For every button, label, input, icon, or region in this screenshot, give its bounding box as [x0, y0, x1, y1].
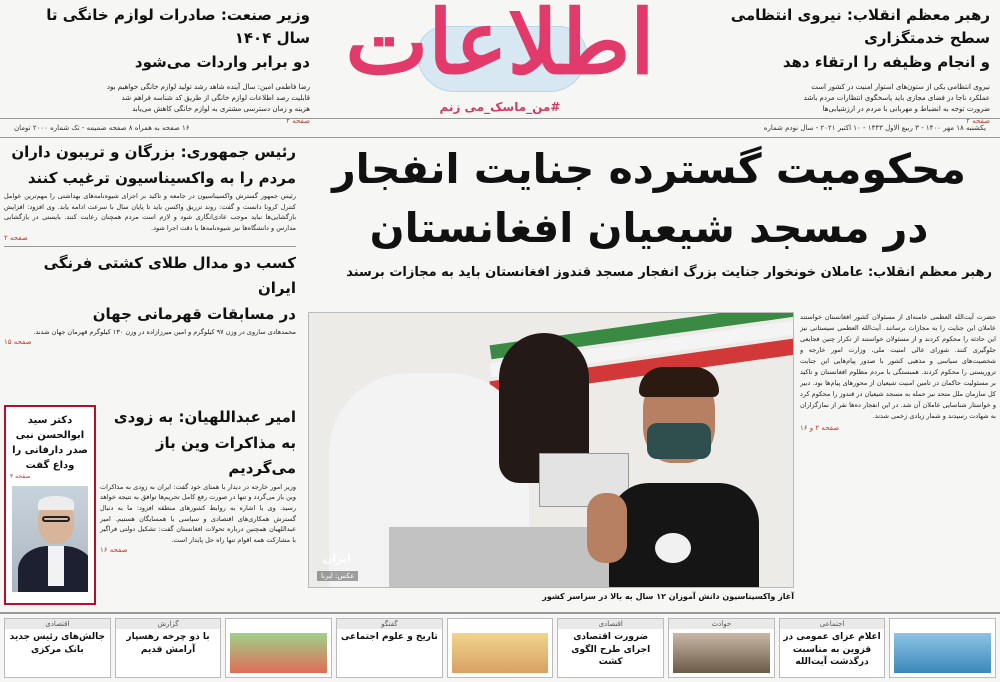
left-story-title: وزیر صنعت: صادرات لوازم خانگی تا سال ۱۴۰۴ دو برابر واردات می‌شود [46, 6, 310, 71]
student-mask [647, 423, 711, 459]
logo-text: اطلاعات [345, 0, 655, 94]
list-item: ضرورت توجه به انضباط و مهربانی با مردم در ارزشیابی‌ها [822, 105, 990, 114]
dateline [0, 118, 1000, 138]
story-title: رئیس جمهوری: بزرگان و تریبون داران مردم را به واکسیناسیون ترغیب کنند [11, 143, 296, 187]
student-arm [587, 493, 627, 563]
page-ref: صفحه ۲ [966, 117, 990, 126]
list-item: قابلیت رصد اطلاعات لوازم خانگی از طریق کد شناسه فراهم شد [121, 93, 310, 102]
list-item: هزینه و زمان دسترسی مشتری به لوازم خانگی کاهش می‌یابد [132, 105, 310, 114]
slogan: #من_ماسک_می زنم [439, 100, 561, 114]
teaser-title: ضرورت اقتصادی اجرای طرح الگوی کشت [571, 632, 651, 668]
teaser-image [452, 633, 549, 673]
teaser-tile[interactable]: اقتصادی ضرورت اقتصادی اجرای طرح الگوی کشت [557, 618, 664, 678]
list-item: نیروی انتظامی یکی از ستون‌های استوار امنیت در کشور است [811, 82, 990, 91]
list-item: رضا فاطمی امین: سال آینده شاهد رشد تولید لوازم خانگی خواهیم بود [106, 82, 310, 91]
story-foreign-minister[interactable] [100, 405, 296, 605]
teaser-tile-face[interactable] [447, 618, 554, 678]
masthead-right-story[interactable] [690, 4, 990, 125]
teaser-title: تاریخ و علوم اجتماعی [340, 632, 438, 642]
story-title: کسب دو مدال طلای کشتی فرنگی ایران در مسابقات قهرمانی جهان [43, 253, 296, 323]
student-hair [639, 367, 719, 397]
left-story-bullets [10, 82, 310, 116]
story-body: وزیر امور خارجه در دیدار با همتای خود گفت: ایران به زودی به مذاکرات وین باز می‌گردد و تنها در صورت رفع کامل تحریم‌ها توافق به نتیجه خواهد رسید. وی با اشاره به روابط کشورهای منطقه افزود: ما به دنبال گسترش همکاری‌های اقتصادی و سیاسی با همسایگان هستیم. امیر عبداللهیان همچنین درباره تحولات افغانستان گفت: تشکیل دولتی فراگیر با مشارکت همه اقوام تنها راه حل پایدار است. [100, 482, 296, 545]
teaser-tile-blue[interactable] [889, 618, 996, 678]
shirt-print [655, 533, 691, 563]
story-wrestling[interactable] [4, 251, 296, 346]
photo-credit: عکس: ایرنا [317, 571, 358, 581]
page-ref: صفحه ۲ و ۱۶ [800, 424, 840, 433]
story-body: محمدهادی ساروی در وزن ۹۷ کیلوگرم و امین میرزازاده در وزن ۱۳۰ کیلوگرم قهرمان جهان شدند. [33, 328, 296, 337]
photo-agency-brand: ایران [323, 552, 351, 565]
vaccination-photo[interactable] [308, 312, 794, 588]
list-item: عملکرد ناجا در فضای مجازی باید پاسخگوی انتظارات مردم باشد [803, 93, 990, 102]
teaser-image [894, 633, 991, 673]
teaser-tile[interactable]: گزارش با دو چرخه رهسپار آرامش قدیم [115, 618, 222, 678]
story-president[interactable] [4, 140, 296, 242]
story-title: امیر عبداللهیان: به زودی به مذاکرات وین باز می‌گردیم [113, 408, 296, 477]
teaser-title: با دو چرخه رهسپار آرامش قدیم [126, 632, 210, 655]
dateline-price: ۱۶ صفحه به همراه ۸ صفحه ضمیمه - تک شماره ۲۰۰۰ تومان [14, 124, 190, 132]
page-ref: صفحه ۲ [4, 233, 28, 242]
teaser-tile[interactable]: اقتصادی جالش‌های رئیس جدید بانک مرکزی [4, 618, 111, 678]
page-ref: صفحه ۱۶ [100, 545, 128, 554]
main-column [302, 140, 996, 610]
page-ref: صفحه ۲ [286, 117, 310, 126]
obituary-box[interactable] [4, 405, 96, 605]
masthead-left-story[interactable] [10, 4, 310, 125]
dateline-date: یکشنبه ۱۸ مهر ۱۴۰۰ - ۳ ربیع الاول ۱۴۴۳ - ۱۰ اکتبر ۲۰۲۱ - سال نودم شماره [763, 124, 986, 132]
bottom-teasers [0, 612, 1000, 682]
teaser-title: جالش‌های رئیس جدید بانک مرکزی [9, 632, 105, 655]
newspaper-logo [325, 0, 675, 120]
portrait-photo [12, 486, 88, 592]
story-body: رئیس جمهور گسترش واکسیناسیون در جامعه و تاکید بر اجرای شیوه‌نامه‌های بهداشتی را مهم‌ترین عوامل کنترل کرونا دانست و گفت: روند تزریق واکسن باید تا پایان سال با سرعت ادامه یابد. وی افزود: افزایش بازگشایی‌ها نباید موجب عادی‌انگاری شود و لازم است مردم همچنان رعایت کنند. بایستی در بازگشایی مدارس و دانشگاه‌ها نیز شیوه‌نامه‌ها با دقت اجرا شود. [4, 192, 296, 233]
teaser-tile-crowd[interactable]: حوادث [668, 618, 775, 678]
divider [4, 246, 296, 247]
obituary-caption: دکتر سید ابوالحسن نبی صدر دارفانی را وداع گفت [12, 415, 88, 471]
main-headline[interactable]: محکومیت گسترده جنایت انفجار در مسجد شیعیان افغانستان [332, 145, 966, 253]
right-story-title: رهبر معظم انقلاب: نیروی انتظامی سطح خدمتگزاری و انجام وظیفه را ارتقاء دهد [730, 6, 990, 71]
masthead [0, 0, 1000, 140]
teaser-image [673, 633, 770, 673]
main-story-body[interactable]: حضرت آیت‌الله العظمی خامنه‌ای از مسئولان کشور افغانستان خواستند عاملان این جنایت را به مجازات برسانند. آیت‌الله العظمی سیستانی نیز این حادثه را محکوم کردند و از مسئولان خواستند از تکرار چنین فجایعی جلوگیری کنند. شورای عالی امنیت ملی، وزارت امور خارجه و شخصیت‌های سیاسی و مذهبی کشور با صدور پیام‌هایی این جنایت تروریستی را محکوم کردند. همبستگی با مردم مظلوم افغانستان و تاکید بر مسئولیت حاکمان در تامین امنیت شیعیان از محورهای پیام‌ها بود. دبیر کل سازمان ملل متحد نیز حمله به مسجد شیعیان در قندوز را محکوم کرد و خواستار شناسایی عاملان آن شد. در این انفجار ده‌ها نفر از نمازگزاران به شهادت رسیدند و شمار زیادی زخمی شدند. صفحه ۲ و ۱۶ [800, 313, 996, 433]
teaser-tile-bikes[interactable] [225, 618, 332, 678]
photo-caption: آغاز واکسیناسیون دانش آموزان ۱۲ سال به بالا در سراسر کشور [542, 592, 794, 601]
right-story-bullets [690, 82, 990, 116]
page-ref: صفحه ۱۵ [4, 338, 32, 347]
main-subhead: رهبر معظم انقلاب: عاملان خونخوار جنایت بزرگ انفجار مسجد قندوز افغانستان باید به مجازات برسند [346, 264, 992, 280]
teaser-tile[interactable]: گفتگو تاریخ و علوم اجتماعی [336, 618, 443, 678]
teaser-image [230, 633, 327, 673]
teaser-title: اعلام عزای عمومی در قزوین به مناسبت درگذشت آیت‌الله [783, 632, 881, 668]
teaser-tile[interactable]: اجتماعی اعلام عزای عمومی در قزوین به مناسبت درگذشت آیت‌الله [779, 618, 886, 678]
page-ref: صفحه ۳ [10, 473, 31, 480]
